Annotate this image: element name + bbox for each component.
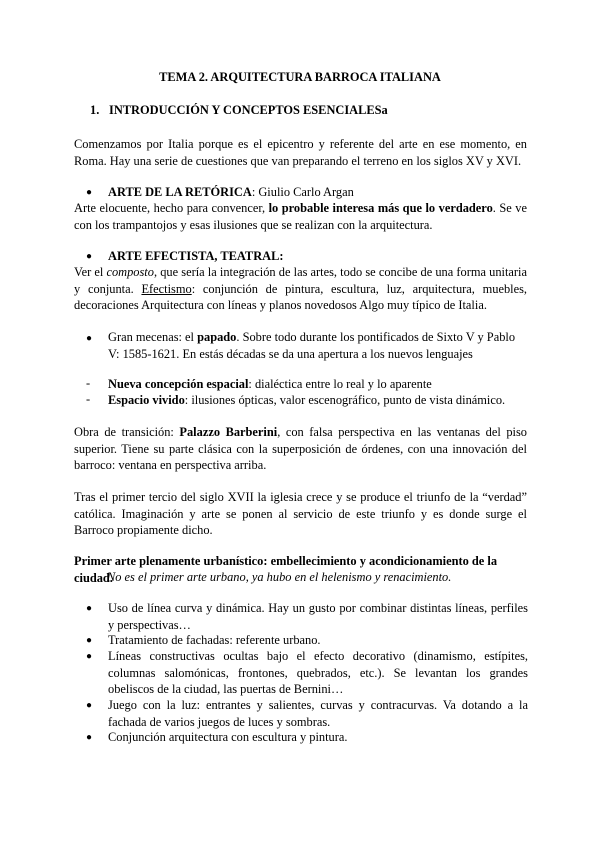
section-heading xyxy=(90,103,388,118)
efectista-text-c: : conjunción de pintura, escultura, luz, arquitectura, muebles, decoraciones Arquitectura con líneas y planos novedosos Algo muy típico de Italia. xyxy=(74,281,527,312)
transicion-paragraph xyxy=(74,424,527,474)
urbanistico-note xyxy=(107,569,527,586)
dash-item xyxy=(108,376,528,393)
document-title: TEMA 2. ARQUITECTURA BARROCA ITALIANA xyxy=(159,70,441,84)
bullet-icon: ● xyxy=(86,603,93,614)
mecenas-text-bold: papado xyxy=(197,330,237,344)
bullet-icon: ● xyxy=(86,635,93,646)
urbanistico-note-text: No es el primer arte urbano, ya hubo en el helenismo y renacimiento. xyxy=(107,570,452,584)
urbanistico-title: Primer arte plenamente urbanístico: embellecimiento y acondicionamiento de la ciudad. xyxy=(74,554,498,585)
bullet-icon: ● xyxy=(86,700,93,711)
mecenas-text-b: . Sobre todo durante los pontificados de Sixto V y Pablo V: 1585-1621. En estás décadas se da una apertura a los nuevos lenguajes xyxy=(108,330,516,361)
feature-item: Conjunción arquitectura con escultura y pintura. xyxy=(108,730,348,744)
efectista-text-underline: Efectismo xyxy=(141,281,192,296)
section-number: 1. xyxy=(90,103,100,117)
efectista-text-italic: composto xyxy=(106,265,154,279)
dash-item-bold: Espacio vivido xyxy=(108,393,185,407)
transicion-text-b: , con falsa perspectiva en las ventanas del piso superior. Tiene su parte clásica con la superposición de órdenes, con una innovación del barroco: ventana en perspectiva arriba. xyxy=(74,425,527,472)
dash-item-text: : ilusiones ópticas, valor escenográfico, punto de vista dinámico. xyxy=(184,393,506,407)
retorica-title: ARTE DE LA RETÓRICA xyxy=(108,185,252,199)
dash-marker: - xyxy=(86,376,91,390)
retorica-heading xyxy=(108,184,528,201)
intro-paragraph: Comenzamos por Italia porque es el epicentro y referente del arte en ese momento, en Roma. Hay una serie de cuestiones que van preparando el terreno en los siglos XV y XVI. xyxy=(74,137,527,168)
feature-item: Líneas constructivas ocultas bajo el efecto decorativo (dinamismo, estípites, columnas salomónicas, frontones, quebrados, etc.). Se levantan los grandes obeliscos de la ciudad, las puertas de Bernini… xyxy=(108,649,528,696)
efectista-text-b: , que sería la integración de las artes, todo se concibe de una forma unitaria y conjunta. xyxy=(74,265,527,296)
mecenas-paragraph xyxy=(108,329,528,362)
dash-item-bold: Nueva concepción espacial xyxy=(108,377,249,391)
retorica-text-a: Arte elocuente, hecho para convencer, xyxy=(74,201,269,215)
feature-item: Uso de línea curva y dinámica. Hay un gusto por combinar distintas líneas, perfiles y perspectivas… xyxy=(108,601,528,632)
bullet-icon: ● xyxy=(86,251,93,262)
bullet-icon: ● xyxy=(86,333,93,344)
retorica-text-bold: lo probable interesa más que lo verdadero xyxy=(268,201,493,215)
retorica-paragraph xyxy=(74,200,527,233)
efectista-paragraph xyxy=(74,264,527,314)
efectista-title: ARTE EFECTISTA, TEATRAL: xyxy=(108,249,284,263)
mecenas-text-a: Gran mecenas: el xyxy=(108,330,198,344)
bullet-icon: ● xyxy=(86,187,93,198)
transicion-text-a: Obra de transición: xyxy=(74,425,180,439)
tras-paragraph: Tras el primer tercio del siglo XVII la iglesia crece y se produce el triunfo de la “verdad” católica. Imaginación y arte se ponen al servicio de este triunfo y es donde surge el Barroco propiamente dicho. xyxy=(74,490,527,537)
efectista-text-a: Ver el xyxy=(74,265,107,279)
dash-item-text: : dialéctica entre lo real y lo aparente xyxy=(248,377,432,391)
section-title: INTRODUCCIÓN Y CONCEPTOS ESENCIALESa xyxy=(109,103,388,117)
feature-item: Juego con la luz: entrantes y salientes, curvas y contracurvas. Va dotando a la fachada de varios juegos de luces y sombras. xyxy=(108,698,528,729)
dash-item xyxy=(108,392,528,409)
bullet-icon: ● xyxy=(86,732,93,743)
retorica-text-b: . Se ve con los trampantojos y esas ilusiones que se realizan con la arquitectura. xyxy=(74,201,527,232)
feature-item: Tratamiento de fachadas: referente urbano. xyxy=(108,633,321,647)
efectista-heading xyxy=(108,248,528,265)
bullet-icon: ● xyxy=(86,651,93,662)
transicion-text-bold: Palazzo Barberini xyxy=(179,425,278,439)
dash-marker: - xyxy=(86,392,91,406)
retorica-author: : Giulio Carlo Argan xyxy=(251,185,354,199)
